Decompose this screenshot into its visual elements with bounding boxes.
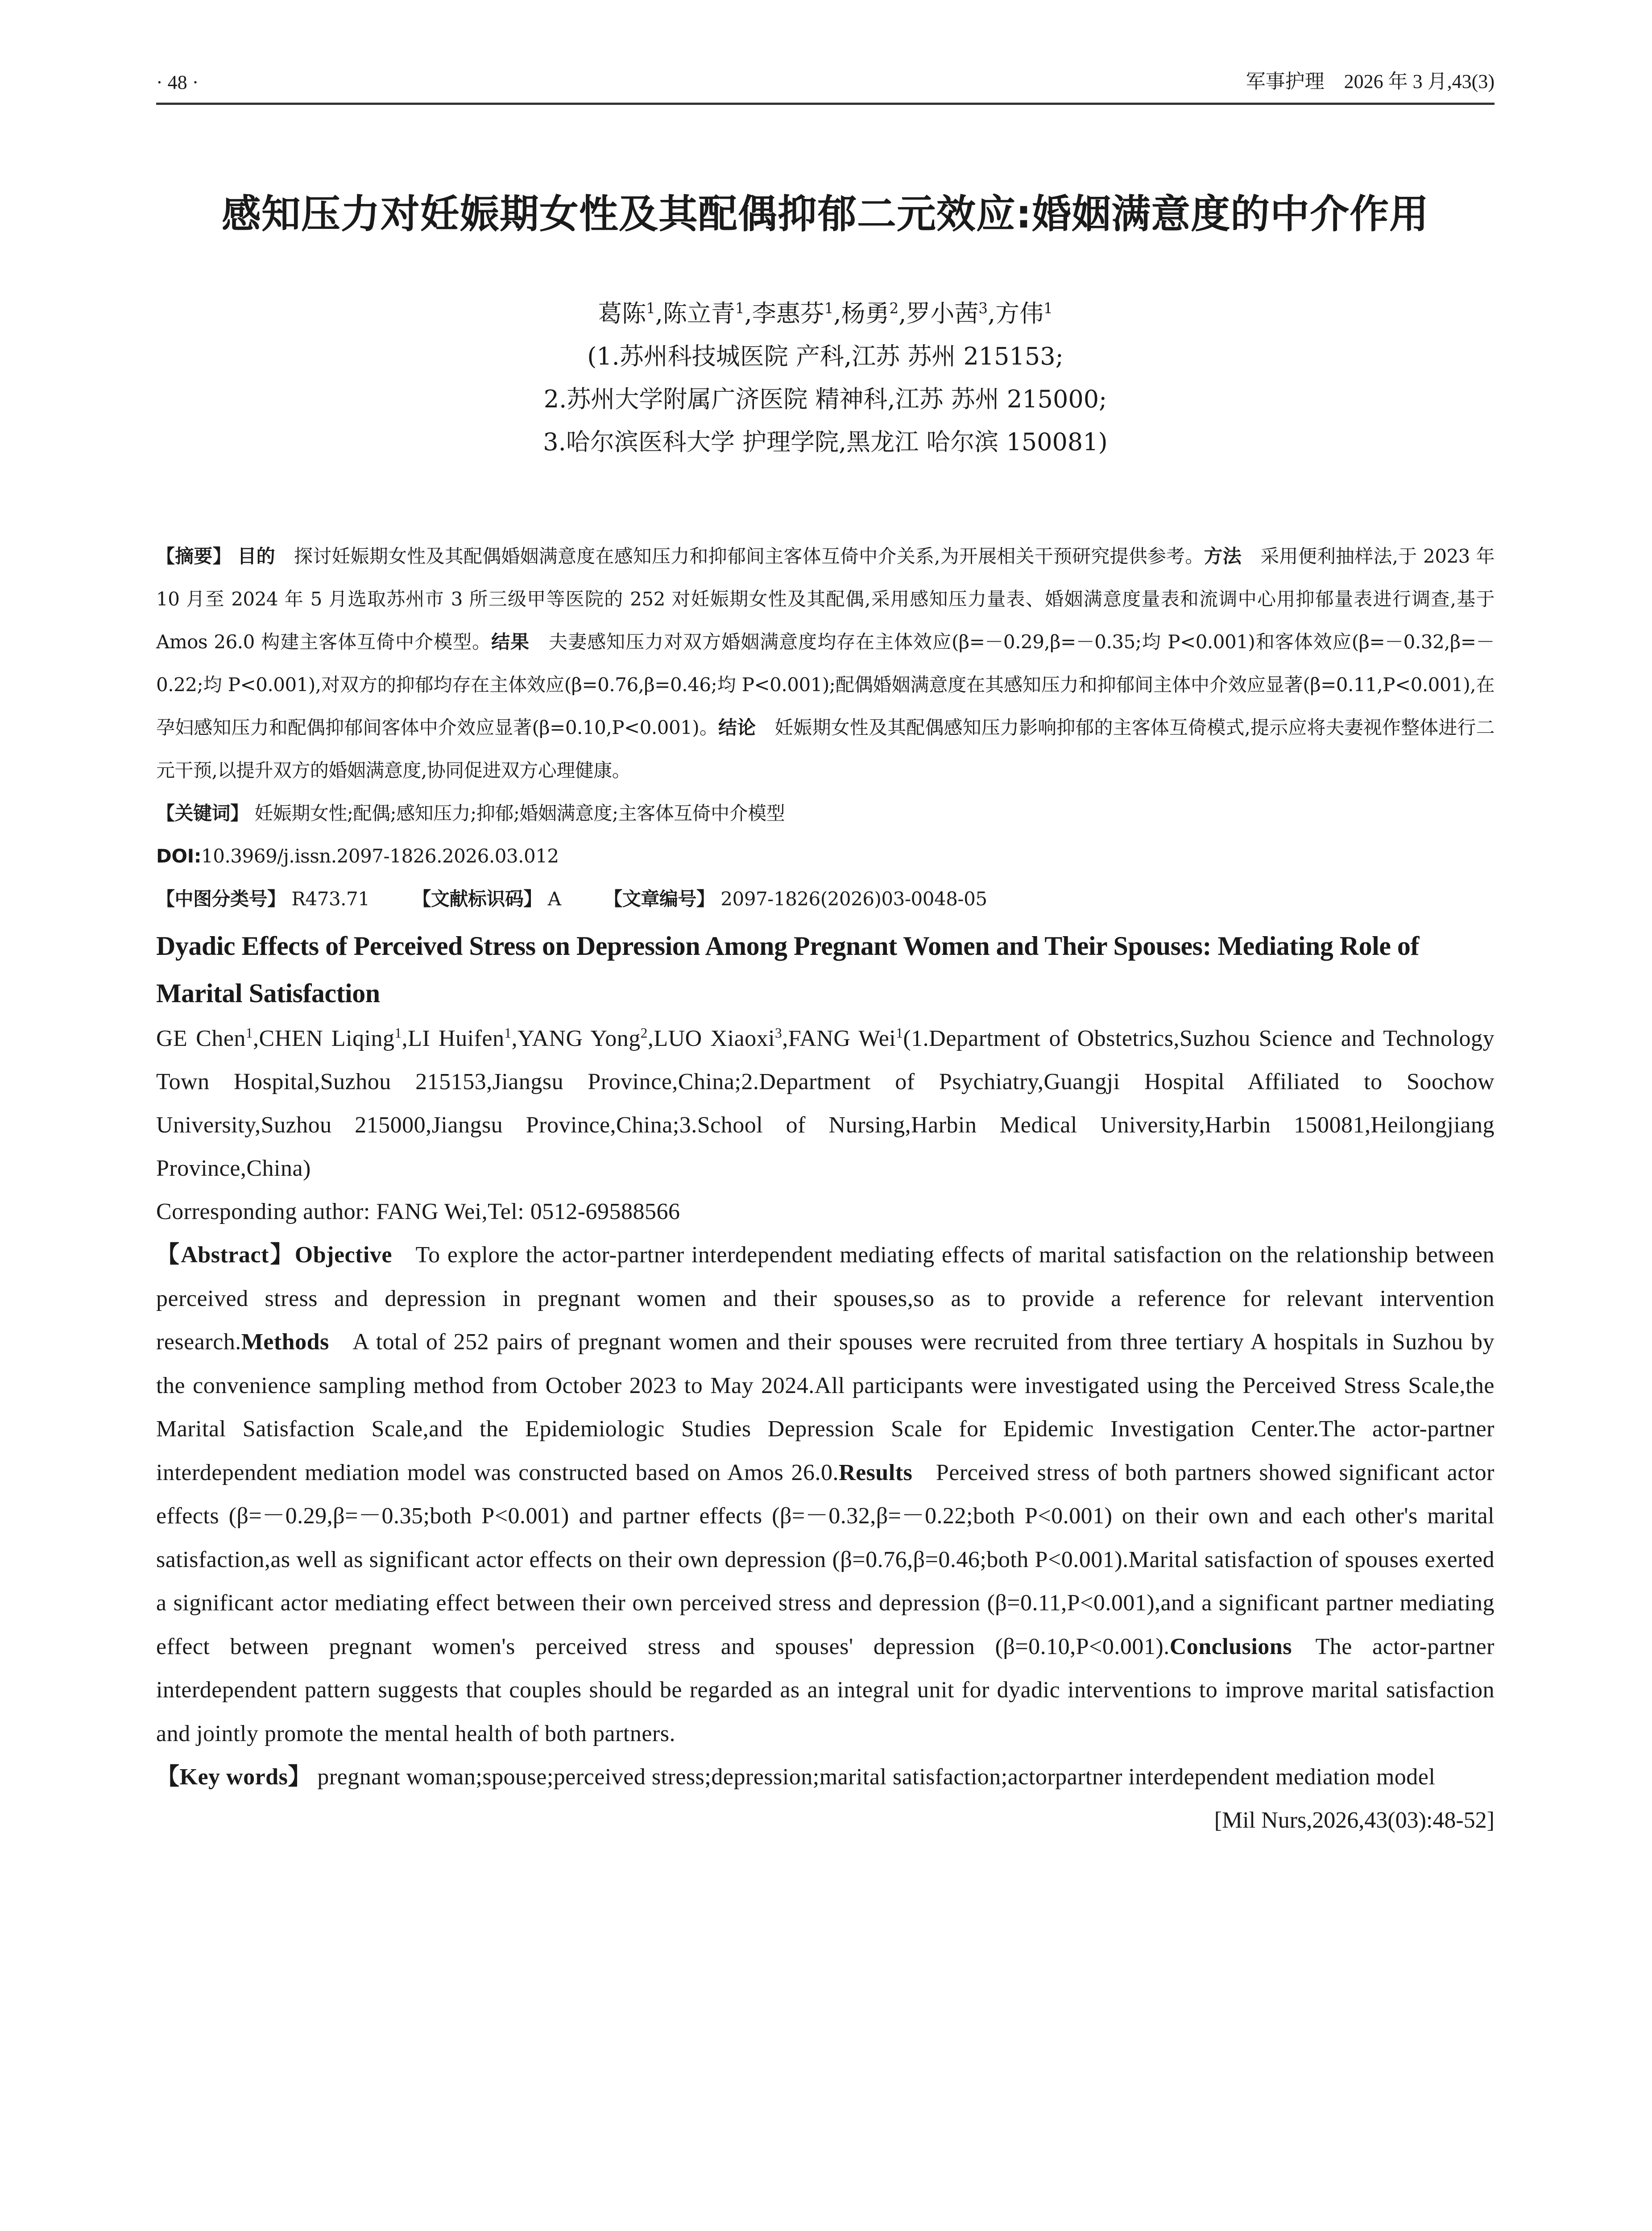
author-list: 葛陈$^1$,陈立青$^1$,李惠芬$^1$,杨勇$^2$,罗小茜$^3$,方伟$^1$ (598, 299, 1053, 328)
author: LUO Xiaoxi$^3$ (654, 1025, 783, 1051)
header-rule (156, 103, 1495, 105)
affiliation: (1.苏州科技城医院 产科,江苏 苏州 215153; (587, 342, 1064, 370)
author: 葛陈$^1$ (598, 299, 655, 328)
article-no-value: 2097-1826(2026)03-0048-05 (720, 888, 987, 910)
keywords (156, 792, 1495, 835)
page-number: · 48 · (156, 71, 199, 93)
methods-text: 采用便利抽样法,于 2023 年 10 月至 2024 年 5 月选取苏州市 3 所三级甲等医院的 252 对妊娠期女性及其配偶,采用感知压力量表、婚姻满意度量表和流调中心用抑郁量表进行调查,基于 Amos 26.0 构建主客体互倚中介模型。 (156, 545, 1495, 653)
doi-link[interactable]: 10.3969/j.issn.2097-1826.2026.03.012 (201, 845, 559, 867)
doi (156, 835, 1495, 878)
clc-value: R473.71 (291, 888, 370, 910)
english-affiliations: (1.Department of Obstetrics,Suzhou Science and Technology Town Hospital,Suzhou 215153,Jiangsu Province,China;2.Department of Psychiatry,Guangji Hospital Affiliated to Soochow University,Suzhou 215000,Jiangsu Province,China;3.School of Nursing,Harbin Medical University,Harbin 150081,Heilongjiang Province,China) (156, 1026, 1495, 1181)
objective-text: 探讨妊娠期女性及其配偶婚姻满意度在感知压力和抑郁间主客体互倚中介关系,为开展相关干预研究提供参考。 (294, 545, 1204, 567)
chinese-abstract (156, 535, 1495, 921)
author: 李惠芬$^1$ (752, 299, 834, 328)
author: 罗小茜$^3$ (906, 299, 988, 328)
results-label: 结果 (491, 631, 530, 653)
conclusion-text: 妊娠期女性及其配偶感知压力影响抑郁的主客体互倚模式,提示应将夫妻视作整体进行二元干预,以提升双方的婚姻满意度,协同促进双方心理健康。 (156, 717, 1495, 781)
article-no-label: 【文章编号】 (604, 888, 715, 910)
results-text: 夫妻感知压力对双方婚姻满意度均存在主体效应(β=－0.29,β=－0.35;均 P<0.001)和客体效应(β=－0.32,β=－0.22;均 P<0.001),对双方的抑郁均存在主体效应(β=0.76,β=0.46;均 P<0.001);配偶婚姻满意度在其感知压力和抑郁间主体中介效应显著(β=0.11,P<0.001),在孕妇感知压力和配偶抑郁间客体中介效应显著(β=0.10,P<0.001)。 (156, 631, 1495, 738)
abstract-label: 【摘要】 (156, 545, 232, 567)
corresponding-author: Corresponding author: FANG Wei,Tel: 0512-69588566 (156, 1199, 680, 1224)
results-label: Results (839, 1460, 913, 1485)
keywords-text: 妊娠期女性;配偶;感知压力;抑郁;婚姻满意度;主客体互倚中介模型 (254, 802, 785, 824)
author: CHEN Liqing$^1$ (259, 1025, 402, 1051)
conclusions-label: Conclusions (1169, 1634, 1292, 1659)
author: 杨勇$^2$ (841, 299, 899, 328)
author: LI Huifen$^1$ (408, 1025, 512, 1051)
keywords-text: pregnant woman;spouse;perceived stress;depression;marital satisfaction;actorpartner interdependent mediation model (317, 1764, 1436, 1790)
journal-issue: 军事护理 2026 年 3 月,43(3) (1246, 70, 1495, 92)
affiliation: 3.哈尔滨医科大学 护理学院,黑龙江 哈尔滨 150081) (543, 428, 1108, 456)
abstract-label: 【Abstract】 (156, 1242, 295, 1268)
affiliations (156, 335, 1495, 464)
keywords-label: 【Key words】 (156, 1764, 311, 1790)
objective-label: Objective (294, 1242, 392, 1268)
results-text: Perceived stress of both partners showed significant actor effects (β=－0.29,β=－0.35;both P<0.001) and partner effects (β=－0.32,β=－0.22;both P<0.001) on their own and each other's marital satisfaction,as well as significant actor effects on their own depression (β=0.76,β=0.46;both P<0.001).Marital satisfaction of spouses exerted a significant actor mediating effect between their own perceived stress and depression (β=0.11,P<0.001),and a significant partner mediating effect between pregnant women's perceived stress and spouses' depression (β=0.10,P<0.001). (156, 1460, 1495, 1659)
author: FANG Wei$^1$ (788, 1025, 903, 1051)
doc-code-value: A (547, 888, 561, 910)
methods-label: 方法 (1204, 545, 1242, 567)
author: YANG Yong$^2$ (518, 1025, 648, 1051)
english-keywords (156, 1755, 1495, 1799)
conclusions-text: The actor-partner interdependent pattern suggests that couples should be regarded as an integral unit for dyadic interventions to improve marital satisfaction and jointly promote the mental health of both partners. (156, 1634, 1495, 1746)
classification-line (156, 878, 1495, 921)
paper-page (156, 0, 1495, 1860)
objective-label: 目的 (237, 545, 275, 567)
english-authors: GE Chen$^1$,CHEN Liqing$^1$,LI Huifen$^1$,YANG Yong$^2$,LUO Xiaoxi$^3$,FANG Wei$^1$(1.Department of Obstetrics,Suzhou Science and Technology Town Hospital,Suzhou 215153,Jiangsu Province,China;2.Department of Psychiatry,Guangji Hospital Affiliated to Soochow University,Suzhou 215000,Jiangsu Province,China;3.School of Nursing,Harbin Medical University,Harbin 150081,Heilongjiang Province,China) Corresponding author: FANG Wei,Tel: 0512-69588566 (156, 1017, 1495, 1233)
clc-label: 【中图分类号】 (156, 888, 286, 910)
english-abstract (156, 1233, 1495, 1755)
author: 陈立青$^1$ (663, 299, 745, 328)
methods-text: A total of 252 pairs of pregnant women and their spouses were recruited from three tertiary A hospitals in Suzhou by the convenience sampling method from October 2023 to May 2024.All participants were investigated using the Perceived Stress Scale,the Marital Satisfaction Scale,and the Epidemiologic Studies Depression Scale for Epidemic Investigation Center.The actor-partner interdependent mediation model was constructed based on Amos 26.0. (156, 1329, 1495, 1485)
affiliation: 2.苏州大学附属广济医院 精神科,江苏 苏州 215000; (543, 385, 1107, 413)
doi-label: DOI: (156, 845, 201, 867)
objective-text: To explore the actor-partner interdependent mediating effects of marital satisfaction on the relationship between perceived stress and depression in pregnant women and their spouses,so as to provide a reference for relevant intervention research. (156, 1242, 1495, 1355)
author: GE Chen$^1$ (156, 1025, 253, 1051)
abstract-body (156, 535, 1495, 792)
citation: [Mil Nurs,2026,43(03):48-52] (1214, 1808, 1495, 1833)
paper-title: 感知压力对妊娠期女性及其配偶抑郁二元效应:婚姻满意度的中介作用 (221, 191, 1429, 237)
methods-label: Methods (241, 1329, 329, 1355)
doc-code-label: 【文献标识码】 (412, 888, 542, 910)
keywords-label: 【关键词】 (156, 802, 249, 824)
running-head (156, 62, 1495, 94)
english-title: Dyadic Effects of Perceived Stress on Depression Among Pregnant Women and Their Spouses: Mediating Role of Marital Satisfaction (156, 931, 1419, 1008)
author: 方伟$^1$ (995, 299, 1053, 328)
conclusion-label: 结论 (718, 717, 756, 738)
